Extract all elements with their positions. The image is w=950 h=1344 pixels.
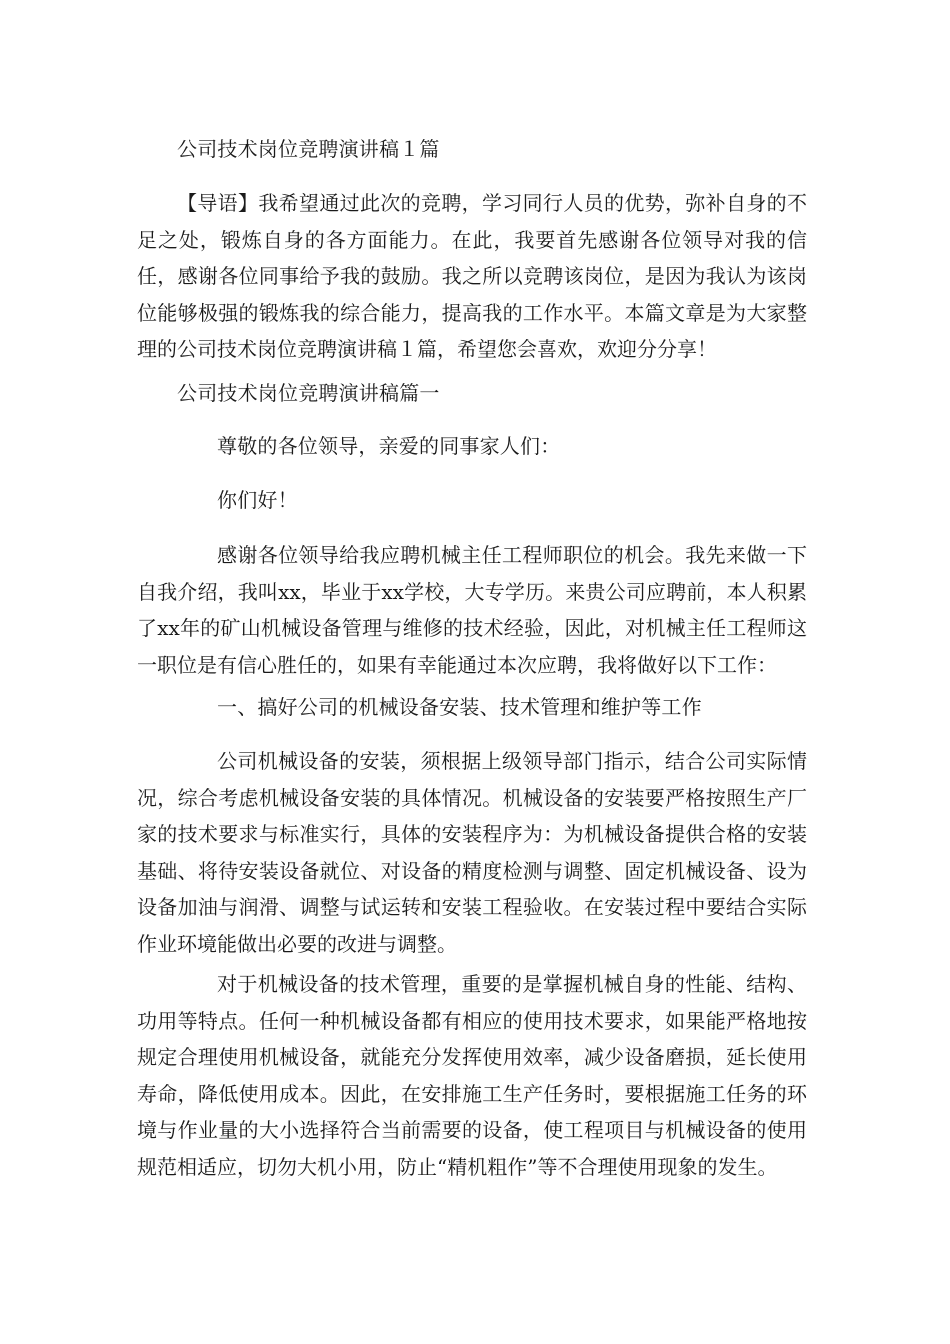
paragraph-1: 感谢各位领导给我应聘机械主任工程师职位的机会。我先来做一下自我介绍，我叫xx，毕业于xx学校，大专学历。来贵公司应聘前，本人积累了xx年的矿山机械设备管理与维修的技术经验，因此，对机械主任工程师这一职位是有信心胜任的，如果有幸能通过本次应聘，我将做好以下工作： xyxy=(137,543,807,677)
salutation: 尊敬的各位领导，亲爱的同事家人们： xyxy=(217,434,561,458)
document-title: 公司技术岗位竞聘演讲稿１篇 xyxy=(177,137,440,161)
paragraph-2: 公司机械设备的安装，须根据上级领导部门指示，结合公司实际情况，综合考虑机械设备安装的具体情况。机械设备的安装要严格按照生产厂家的技术要求与标准实行，具体的安装程序为：为机械设备提供合格的安装基础、将待安装设备就位、对设备的精度检测与调整、固定机械设备、设为设备加油与润滑、调整与试运转和安装工程验收。在安装过程中要结合实际作业环境能做出必要的改进与调整。 xyxy=(137,749,807,956)
paragraph-3: 对于机械设备的技术管理，重要的是掌握机械自身的性能、结构、功用等特点。任何一种机械设备都有相应的使用技术要求，如果能严格地按规定合理使用机械设备，就能充分发挥使用效率，减少设备磨损，延长使用寿命，降低使用成本。因此，在安排施工生产任务时，要根据施工任务的环境与作业量的大小选择符合当前需要的设备，使工程项目与机械设备的使用规范相适应，切勿大机小用，防止“精机粗作”等不合理使用现象的发生。 xyxy=(137,972,807,1179)
greeting: 你们好！ xyxy=(217,488,298,512)
section-title: 公司技术岗位竞聘演讲稿篇一 xyxy=(177,381,440,405)
heading-1: 一、搞好公司的机械设备安装、技术管理和维护等工作 xyxy=(217,695,702,719)
intro-paragraph: 【导语】我希望通过此次的竞聘，学习同行人员的优势，弥补自身的不足之处，锻炼自身的各方面能力。在此，我要首先感谢各位领导对我的信任，感谢各位同事给予我的鼓励。我之所以竞聘该岗位，是因为我认为该岗位能够极强的锻炼我的综合能力，提高我的工作水平。本篇文章是为大家整理的公司技术岗位竞聘演讲稿１篇，希望您会喜欢，欢迎分分享！ xyxy=(137,191,807,361)
